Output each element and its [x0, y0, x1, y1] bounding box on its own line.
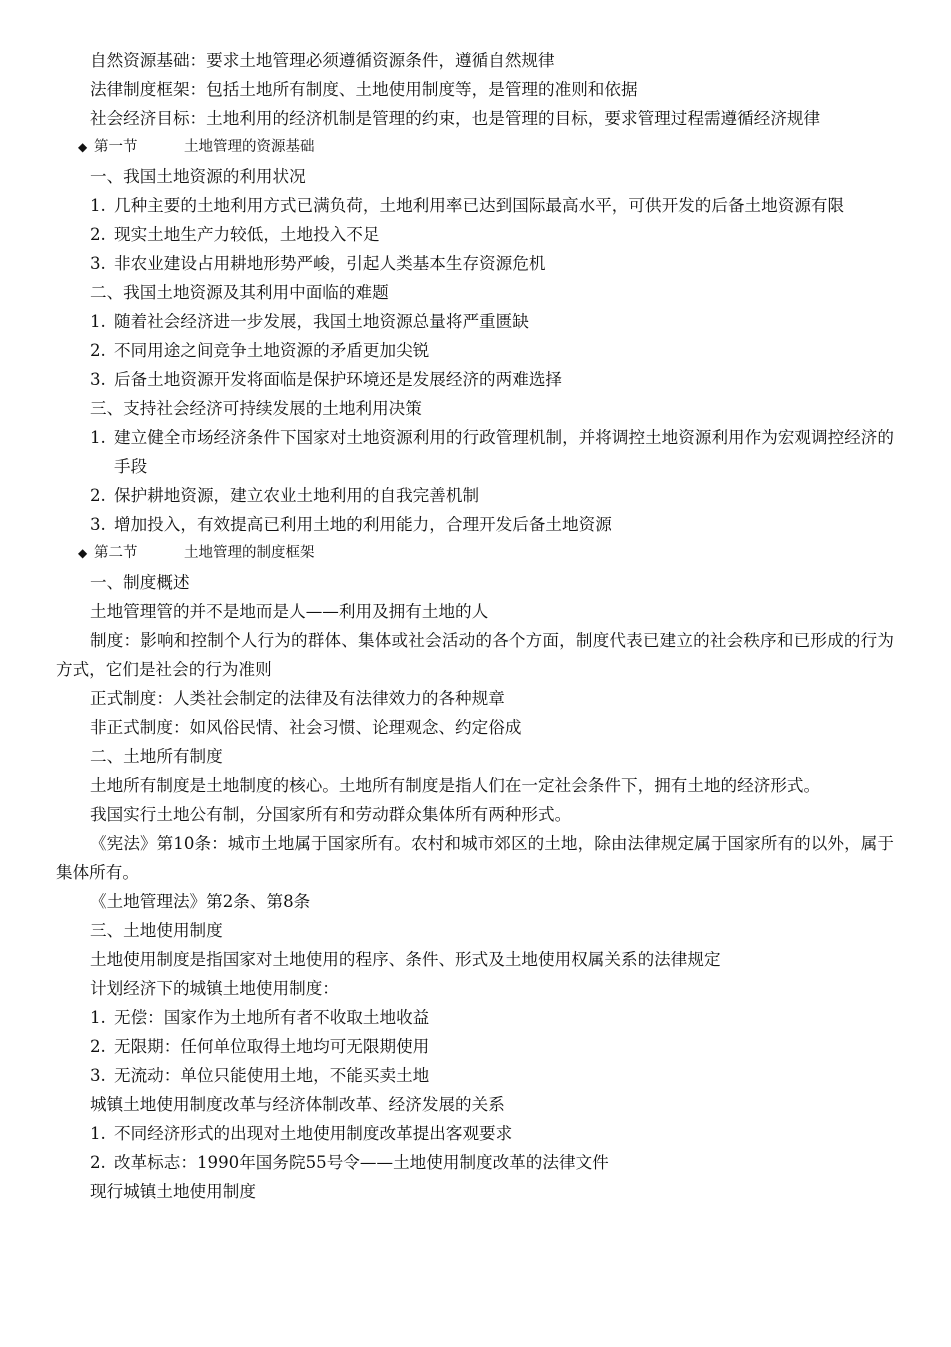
list-item — [56, 365, 894, 394]
paragraph: 《宪法》第10条：城市土地属于国家所有。农村和城市郊区的土地，除由法律规定属于国家所有的以外，属于集体所有。 — [56, 834, 894, 882]
paragraph: 非正式制度：如风俗民情、社会习惯、论理观念、约定俗成 — [90, 718, 522, 737]
paragraph: 现行城镇土地使用制度 — [90, 1182, 256, 1201]
list-number: 3. — [90, 254, 106, 273]
section-title: 土地管理的资源基础 — [184, 139, 315, 155]
list-text: 增加投入，有效提高已利用土地的利用能力，合理开发后备土地资源 — [114, 515, 612, 534]
list-number: 2. — [90, 486, 106, 505]
list-number: 1. — [90, 196, 106, 215]
list-text: 不同用途之间竞争土地资源的矛盾更加尖锐 — [114, 341, 430, 360]
list-text: 无偿：国家作为土地所有者不收取土地收益 — [114, 1008, 430, 1027]
intro-paragraph-1: 自然资源基础：要求土地管理必须遵循资源条件，遵循自然规律 — [90, 51, 555, 70]
list-item — [56, 249, 894, 278]
list-text: 无限期：任何单位取得土地均可无限期使用 — [114, 1037, 430, 1056]
paragraph: 土地管理管的并不是地而是人——利用及拥有土地的人 — [90, 602, 489, 621]
list-number: 3. — [90, 1066, 106, 1085]
list-text: 改革标志：1990年国务院55号令——土地使用制度改革的法律文件 — [114, 1153, 609, 1172]
section-heading-1 — [56, 133, 894, 162]
list-item — [56, 307, 894, 336]
list-number: 1. — [90, 1124, 106, 1143]
list-text: 随着社会经济进一步发展，我国土地资源总量将严重匮缺 — [114, 312, 529, 331]
paragraph: 正式制度：人类社会制定的法律及有法律效力的各种规章 — [90, 689, 505, 708]
list-number: 2. — [90, 341, 106, 360]
list-number: 2. — [90, 1153, 106, 1172]
list-text: 非农业建设占用耕地形势严峻，引起人类基本生存资源危机 — [114, 254, 546, 273]
list-item — [56, 510, 894, 539]
list-number: 1. — [90, 312, 106, 331]
list-item — [56, 1148, 894, 1177]
list-text: 后备土地资源开发将面临是保护环境还是发展经济的两难选择 — [114, 370, 563, 389]
list-item — [56, 481, 894, 510]
intro-paragraph-3: 社会经济目标：土地利用的经济机制是管理的约束，也是管理的目标，要求管理过程需遵循经济规律 — [90, 109, 821, 128]
paragraph: 制度：影响和控制个人行为的群体、集体或社会活动的各个方面，制度代表已建立的社会秩序和已形成的行为方式，它们是社会的行为准则 — [56, 631, 894, 679]
paragraph: 我国实行土地公有制，分国家所有和劳动群众集体所有两种形式。 — [90, 805, 572, 824]
list-text: 保护耕地资源，建立农业土地利用的自我完善机制 — [114, 486, 480, 505]
subheading: 二、我国土地资源及其利用中面临的难题 — [90, 283, 389, 302]
subheading: 一、我国土地资源的利用状况 — [90, 167, 306, 186]
list-number: 3. — [90, 370, 106, 389]
diamond-bullet-icon: ◆ — [78, 140, 88, 154]
list-item — [56, 1032, 894, 1061]
list-number: 2. — [90, 225, 106, 244]
list-text: 几种主要的土地利用方式已满负荷，土地利用率已达到国际最高水平，可供开发的后备土地资源有限 — [114, 196, 845, 215]
paragraph: 城镇土地使用制度改革与经济体制改革、经济发展的关系 — [90, 1095, 505, 1114]
section-number: 第二节 — [94, 545, 138, 561]
section-number: 第一节 — [94, 139, 138, 155]
intro-paragraph-2: 法律制度框架：包括土地所有制度、土地使用制度等，是管理的准则和依据 — [90, 80, 638, 99]
list-item — [56, 423, 894, 481]
list-item — [56, 1119, 894, 1148]
list-item — [56, 336, 894, 365]
list-number: 1. — [90, 1008, 106, 1027]
subheading: 三、土地使用制度 — [90, 921, 223, 940]
paragraph: 《土地管理法》第2条、第8条 — [90, 892, 311, 911]
subheading: 二、土地所有制度 — [90, 747, 223, 766]
subheading: 三、支持社会经济可持续发展的土地利用决策 — [90, 399, 422, 418]
list-item — [56, 1003, 894, 1032]
list-number: 3. — [90, 515, 106, 534]
list-number: 1. — [90, 428, 106, 447]
list-text: 无流动：单位只能使用土地，不能买卖土地 — [114, 1066, 430, 1085]
subheading: 一、制度概述 — [90, 573, 190, 592]
list-item — [56, 220, 894, 249]
section-title: 土地管理的制度框架 — [184, 545, 315, 561]
diamond-bullet-icon: ◆ — [78, 546, 88, 560]
list-item — [56, 191, 894, 220]
list-text: 建立健全市场经济条件下国家对土地资源利用的行政管理机制，并将调控土地资源利用作为宏观调控经济的手段 — [114, 428, 894, 476]
section-heading-2 — [56, 539, 894, 568]
paragraph: 土地所有制度是土地制度的核心。土地所有制度是指人们在一定社会条件下，拥有土地的经济形式。 — [90, 776, 821, 795]
paragraph: 土地使用制度是指国家对土地使用的程序、条件、形式及土地使用权属关系的法律规定 — [90, 950, 721, 969]
list-number: 2. — [90, 1037, 106, 1056]
document-body — [56, 46, 894, 1206]
list-text: 不同经济形式的出现对土地使用制度改革提出客观要求 — [114, 1124, 513, 1143]
paragraph: 计划经济下的城镇土地使用制度： — [90, 979, 339, 998]
list-text: 现实土地生产力较低，土地投入不足 — [114, 225, 380, 244]
list-item — [56, 1061, 894, 1090]
